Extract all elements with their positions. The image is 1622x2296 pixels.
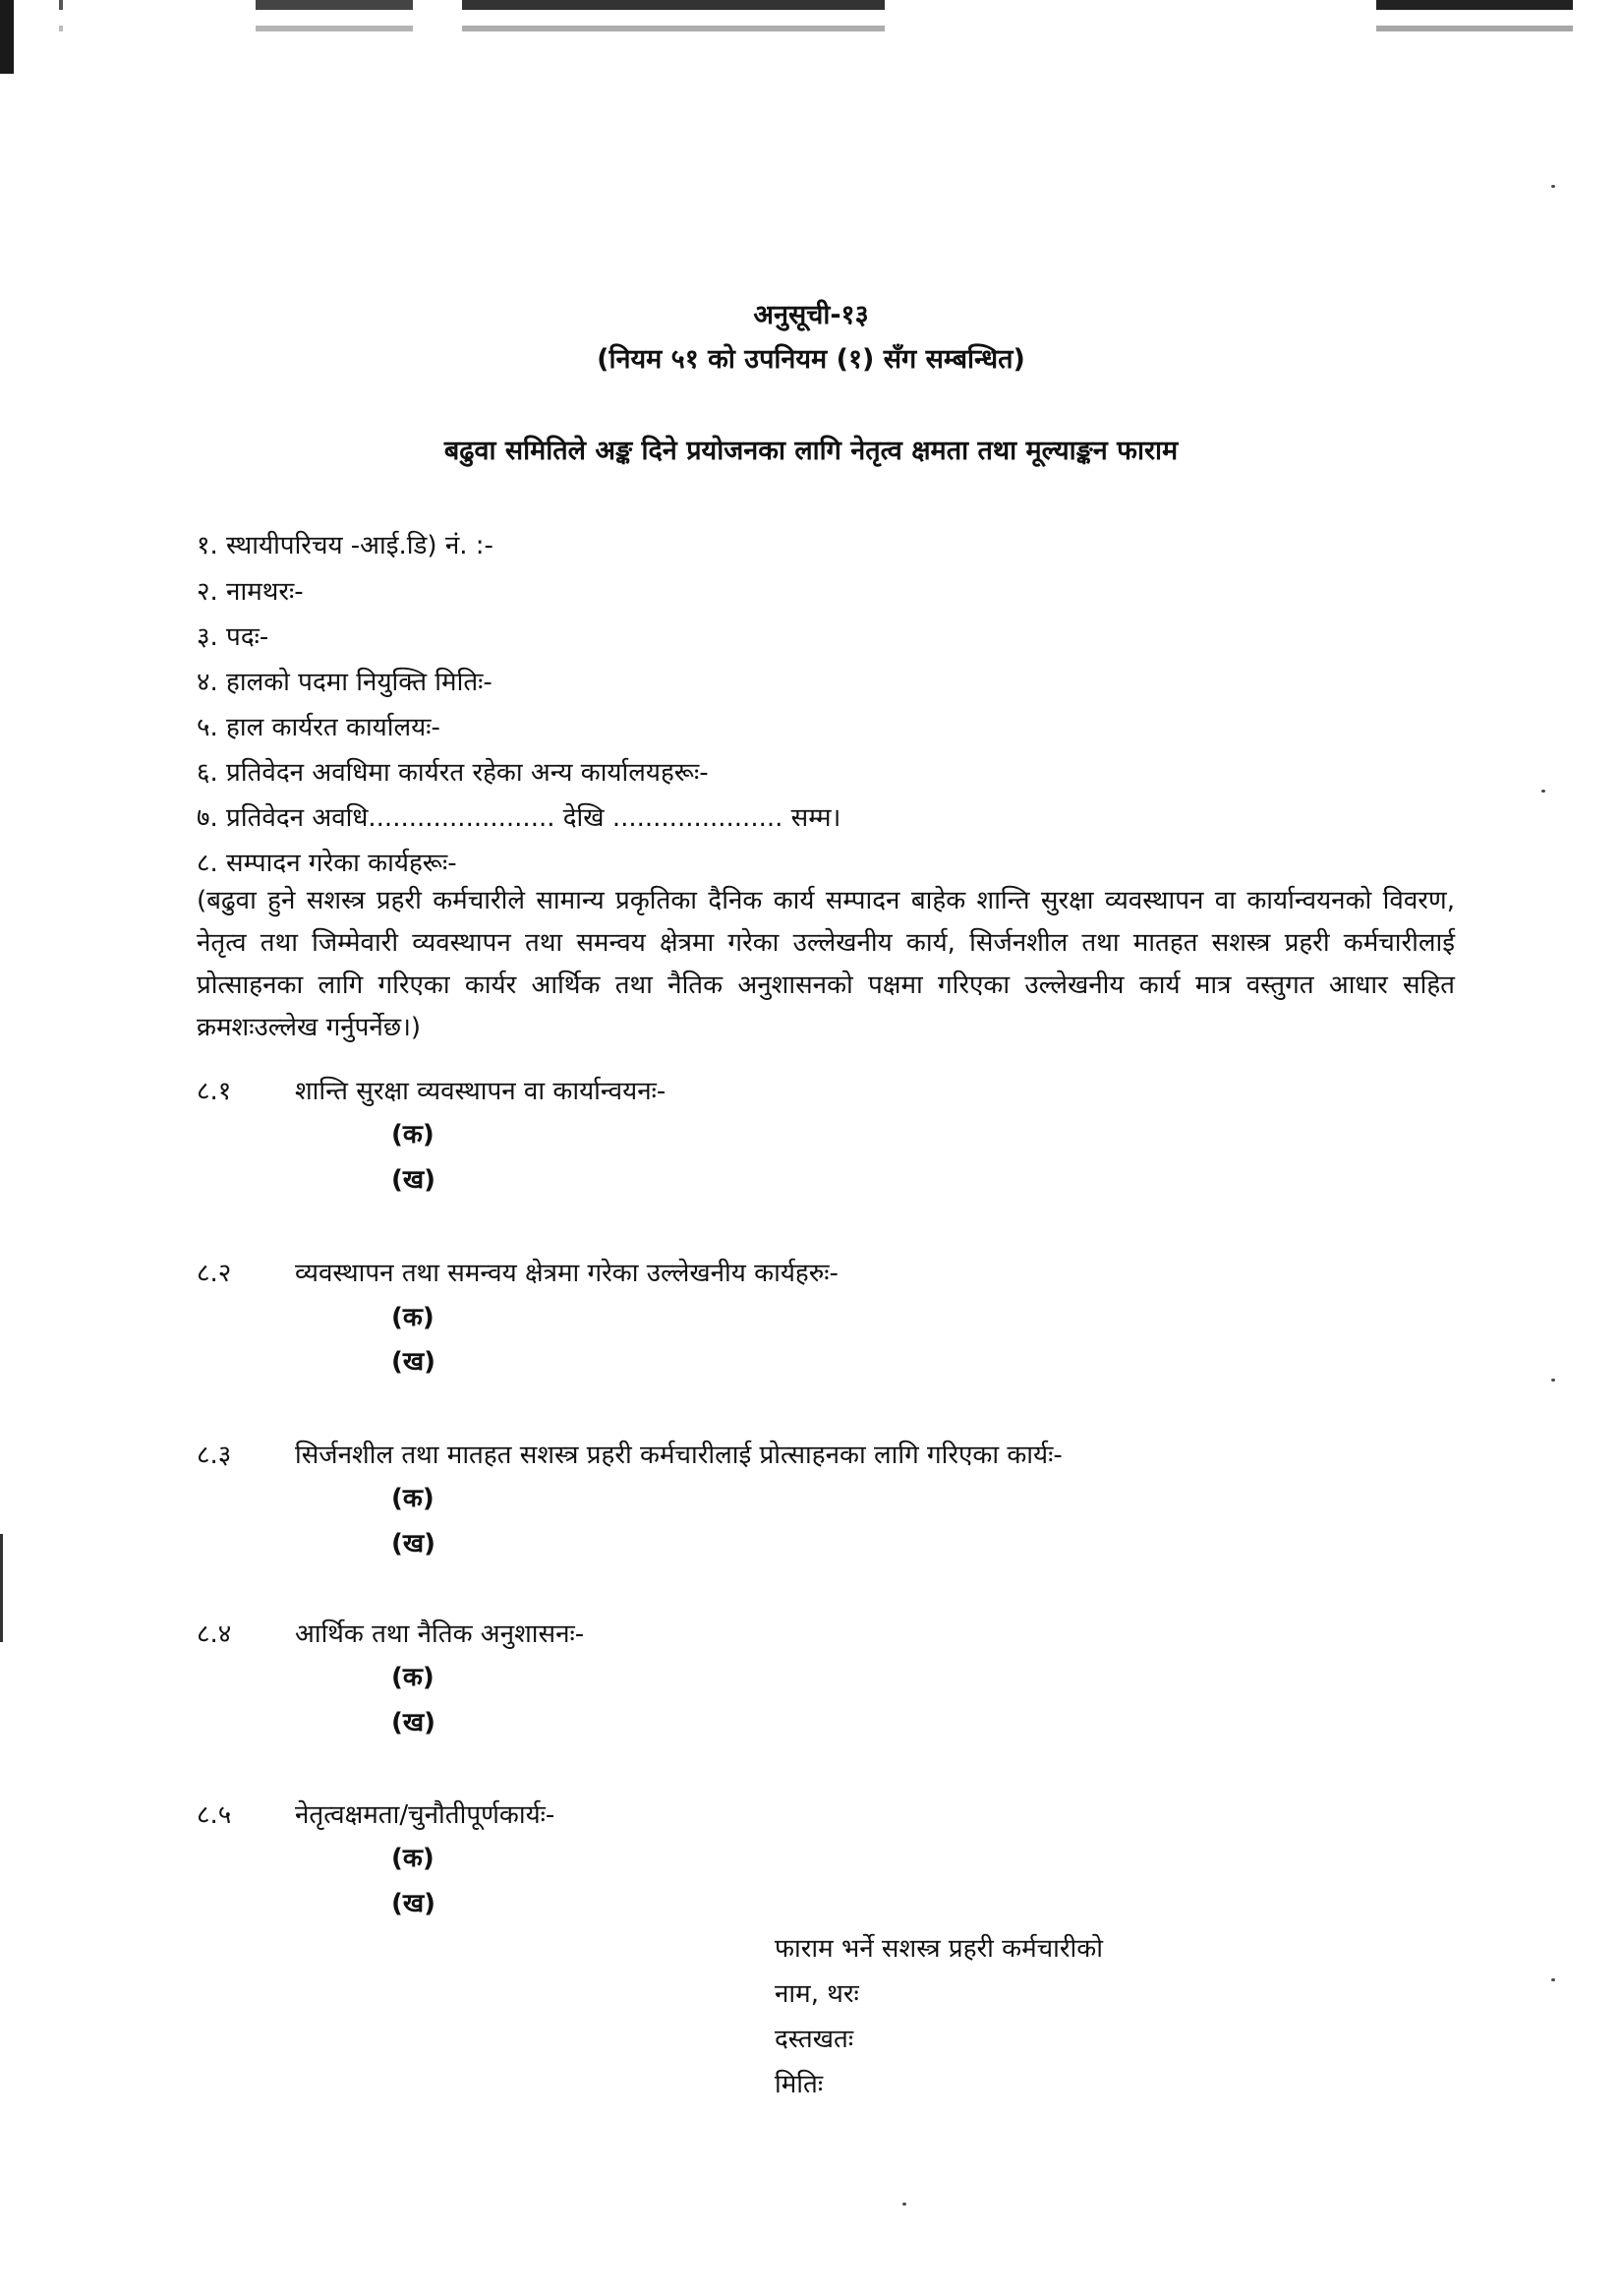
section-number: ८.४ bbox=[197, 1619, 232, 1649]
item-name: २. नामथरः- bbox=[197, 577, 304, 607]
scan-speck bbox=[902, 2203, 906, 2206]
scan-artifact-top bbox=[0, 0, 1622, 79]
sub-item-ka: (क) bbox=[391, 1484, 434, 1513]
sub-item-kha: (ख) bbox=[391, 1529, 436, 1559]
item-appointment-date: ४. हालको पदमा नियुक्ति मितिः- bbox=[197, 668, 492, 697]
sub-item-kha: (ख) bbox=[391, 1165, 436, 1195]
form-title: बढुवा समितिले अङ्क दिने प्रयोजनका लागि नेतृत्व क्षमता तथा मूल्याङ्कन फाराम bbox=[443, 436, 1179, 466]
section-heading: व्यवस्थापन तथा समन्वय क्षेत्रमा गरेका उल्लेखनीय कार्यहरुः- bbox=[295, 1259, 839, 1288]
section-number: ८.३ bbox=[197, 1441, 232, 1470]
signature-name-label: नाम, थरः bbox=[775, 1979, 859, 2009]
scan-speck bbox=[1551, 1978, 1555, 1981]
section-heading: नेतृत्वक्षमता/चुनौतीपूर्णकार्यः- bbox=[295, 1800, 555, 1830]
section-number: ८.१ bbox=[197, 1077, 232, 1106]
sub-item-kha: (ख) bbox=[391, 1889, 436, 1918]
item-works-done: ८. सम्पादन गरेका कार्यहरूः- bbox=[197, 849, 457, 878]
scan-artifact-left bbox=[0, 0, 14, 74]
sub-item-ka: (क) bbox=[391, 1663, 434, 1692]
item-report-period: ७. प्रतिवेदन अवधि....................... देखि ..................... सम्म। bbox=[197, 803, 841, 833]
section-heading: आर्थिक तथा नैतिक अनुशासनः- bbox=[295, 1619, 585, 1649]
sub-item-kha: (ख) bbox=[391, 1708, 436, 1737]
rule-reference: (नियम ५१ को उपनियम (१) सँग सम्बन्धित) bbox=[597, 344, 1025, 375]
sub-item-kha: (ख) bbox=[391, 1347, 436, 1377]
section-number: ८.५ bbox=[197, 1800, 232, 1830]
signature-sign-label: दस्तखतः bbox=[775, 2025, 854, 2054]
sub-item-ka: (क) bbox=[391, 1120, 434, 1149]
item-current-office: ५. हाल कार्यरत कार्यालयः- bbox=[197, 713, 440, 742]
scan-speck bbox=[1541, 790, 1545, 793]
schedule-number: अनुसूची-१३ bbox=[753, 300, 869, 330]
scan-speck bbox=[1551, 185, 1555, 188]
sub-item-ka: (क) bbox=[391, 1303, 434, 1332]
section-heading: शान्ति सुरक्षा व्यवस्थापन वा कार्यान्वयनः- bbox=[295, 1077, 666, 1106]
instruction-note: (बढुवा हुने सशस्त्र प्रहरी कर्मचारीले सामान्य प्रकृतिका दैनिक कार्य सम्पादन बाहेक शान्ति सुरक्षा व्यवस्थापन वा कार्यान्वयनको विवरण, नेतृत्व तथा जिम्मेवारी व्यवस्थापन तथा समन्वय क्षेत्रमा गरेका उल्लेखनीय कार्य, सिर्जनशील तथा मातहत सशस्त्र प्रहरी कर्मचारीलाई प्रोत्साहनका लागि गरिएका कार्यर आर्थिक तथा नैतिक अनुशासनको पक्षमा गरिएका उल्लेखनीय कार्य मात्र वस्तुगत आधार सहित क्रमशःउल्लेख गर्नुपर्नेछ।) bbox=[197, 886, 1455, 1042]
sub-item-ka: (क) bbox=[391, 1844, 434, 1873]
item-id-number: १. स्थायीपरिचय -आई.डि) नं. :- bbox=[197, 531, 493, 560]
section-number: ८.२ bbox=[197, 1259, 232, 1288]
scan-speck bbox=[1551, 1379, 1555, 1382]
signature-date-label: मितिः bbox=[775, 2070, 824, 2099]
signature-heading: फाराम भर्ने सशस्त्र प्रहरी कर्मचारीको bbox=[775, 1934, 1103, 1964]
item-other-offices: ६. प्रतिवेदन अवधिमा कार्यरत रहेका अन्य कार्यालयहरूः- bbox=[197, 758, 709, 788]
scan-artifact-edge bbox=[0, 1534, 3, 1642]
item-post: ३. पदः- bbox=[197, 622, 269, 652]
section-heading: सिर्जनशील तथा मातहत सशस्त्र प्रहरी कर्मचारीलाई प्रोत्साहनका लागि गरिएका कार्यः- bbox=[295, 1441, 1063, 1470]
